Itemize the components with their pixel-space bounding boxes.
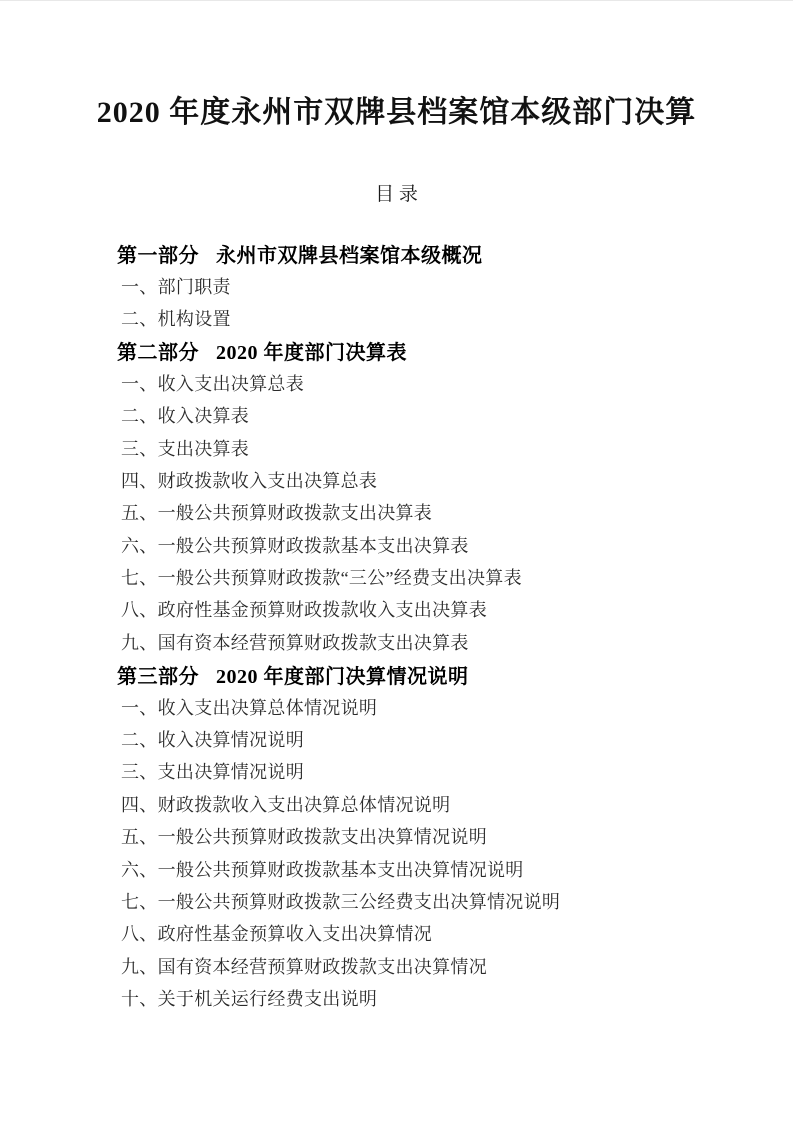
toc-item: 四、财政拨款收入支出决算总表 <box>121 470 378 491</box>
toc-item: 一、收入支出决算总表 <box>121 373 304 394</box>
toc-item: 二、机构设置 <box>121 308 231 329</box>
toc-item: 三、支出决算情况说明 <box>121 762 304 783</box>
toc-section-label: 第二部分 <box>117 341 199 364</box>
toc-item: 八、政府性基金预算收入支出决算情况 <box>121 924 433 945</box>
toc-section-heading <box>117 334 733 366</box>
toc-section-title: 2020 年度部门决算表 <box>216 341 407 364</box>
toc-item: 二、收入决算情况说明 <box>121 730 304 751</box>
toc-item: 五、一般公共预算财政拨款支出决算表 <box>121 503 433 524</box>
toc-item: 七、一般公共预算财政拨款“三公”经费支出决算表 <box>121 568 522 589</box>
toc-item: 九、国有资本经营预算财政拨款支出决算表 <box>121 632 469 653</box>
toc-section-label: 第三部分 <box>117 665 199 688</box>
toc-item: 三、支出决算表 <box>121 438 250 459</box>
toc-section-heading <box>117 237 733 269</box>
toc-item: 一、收入支出决算总体情况说明 <box>121 697 378 718</box>
toc-list <box>0 237 793 1014</box>
document-title: 2020 年度永州市双牌县档案馆本级部门决算 <box>96 96 697 129</box>
toc-item: 九、国有资本经营预算财政拨款支出决算情况 <box>121 956 487 977</box>
toc-item: 二、收入决算表 <box>121 406 250 427</box>
toc-heading: 目 录 <box>375 184 418 205</box>
toc-item: 十、关于机关运行经费支出说明 <box>121 989 378 1010</box>
toc-item: 七、一般公共预算财政拨款三公经费支出决算情况说明 <box>121 892 561 912</box>
toc-section-title: 永州市双牌县档案馆本级概况 <box>216 244 483 267</box>
toc-section-heading <box>117 658 733 690</box>
toc-item: 五、一般公共预算财政拨款支出决算情况说明 <box>121 827 487 848</box>
toc-section-label: 第一部分 <box>117 244 199 267</box>
toc-section-title: 2020 年度部门决算情况说明 <box>216 665 469 688</box>
toc-item: 六、一般公共预算财政拨款基本支出决算情况说明 <box>121 859 524 880</box>
toc-item: 四、财政拨款收入支出决算总体情况说明 <box>121 794 451 815</box>
toc-item: 八、政府性基金预算财政拨款收入支出决算表 <box>121 600 487 621</box>
toc-item: 六、一般公共预算财政拨款基本支出决算表 <box>121 535 469 556</box>
toc-item: 一、部门职责 <box>121 276 231 297</box>
